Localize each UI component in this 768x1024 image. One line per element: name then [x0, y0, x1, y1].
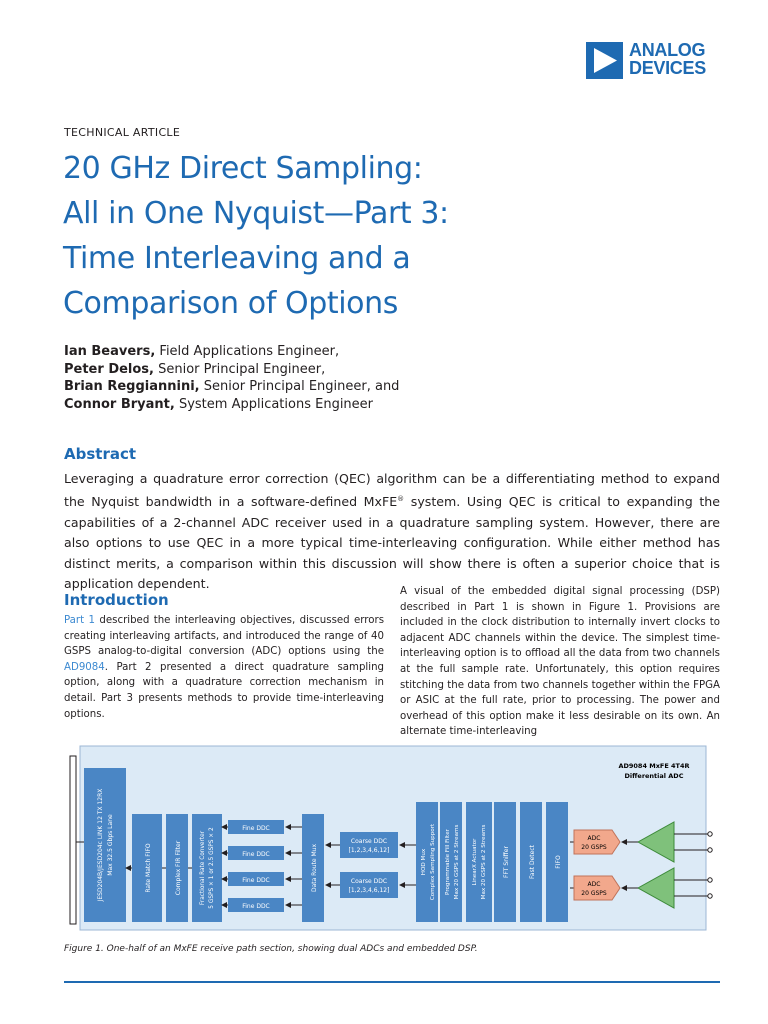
abstract-text-part: system. Using QEC is critical to expanding the capabilities of a 2-channel ADC receiver used in a quadrature sampling system. However, there are also options to use QEC in a more typical time-interleaving configuration. While either method has distinct merits, a comparison within this discussion will show there is often a superior choice that is application dependent.: [64, 494, 720, 592]
ad9084-link[interactable]: AD9084: [64, 661, 105, 673]
abstract-text-part: Leveraging a quadrature error correction (QEC) algorithm can be a differentiating method to expand the Nyquist bandwidth in a software-defined MxFE: [64, 471, 720, 510]
fine-ddc-label: Fine DDC: [242, 903, 270, 910]
jesd-block: [84, 768, 126, 922]
rate-match-label: Rate Match FIFO: [145, 843, 152, 893]
abstract-heading: Abstract: [64, 445, 137, 463]
author-item: [64, 378, 399, 396]
logo-line-2: DEVICES: [629, 58, 706, 78]
title-line: Time Interleaving and a: [63, 241, 411, 276]
author-list: [64, 343, 399, 413]
intro-left-column: [64, 613, 384, 722]
fft-sniffer-label: FFT Sniffer: [503, 846, 510, 878]
coarse-ddc-decimation: [1,2,3,4,6,12]: [348, 887, 390, 894]
author-name: Brian Reggiannini,: [64, 379, 200, 394]
coarse-ddc-decimation: [1,2,3,4,6,12]: [348, 847, 390, 854]
jesd-sublabel: Max 32.5 Gbps Lane: [107, 814, 114, 876]
fifo-label: FIFO: [555, 855, 562, 869]
frc-block: [192, 814, 222, 922]
jesd-label: JESD204B/JESD204c LINK 12 TX 12RX: [97, 788, 104, 902]
linearx-block: [466, 802, 492, 922]
title-line: All in One Nyquist—Part 3:: [63, 196, 449, 231]
author-role: Senior Principal Engineer, and: [199, 379, 400, 394]
logo-line-1: ANALOG: [629, 40, 706, 60]
coarse-ddc-label: Coarse DDC: [350, 838, 388, 845]
part1-link[interactable]: Part 1: [64, 615, 96, 626]
author-name: Peter Delos,: [64, 361, 154, 377]
abstract-text: [64, 469, 720, 595]
author-item: [64, 396, 399, 414]
intro-text: . Part 2 presented a direct quadrature sampling option, along with a quadrature correction mechanism in detail. Part 3 presents methods to provide time-interleaving options.: [64, 661, 384, 720]
author-name: Ian Beavers,: [64, 344, 156, 359]
author-name: Connor Bryant,: [64, 396, 175, 412]
input-pins: [708, 832, 712, 898]
intro-right-column: A visual of the embedded digital signal processing (DSP) described in Part 1 is shown in Figure 1. Provisions are included in the clock distribution to internally invert clocks to adjacent ADC channels within the device. The simplest time-interleaving option is to offload all the data from two channels at the full sample rate. Unfortunately, this option requires stitching the data from two channels together within the FPGA or ASIC at the full rate, prior to processing. The power and overhead of this option make it less desirable on its own. An alternate time-interleaving: [400, 586, 720, 738]
introduction-heading: Introduction: [64, 591, 169, 609]
analog-devices-logo: [586, 42, 720, 82]
author-role: System Applications Engineer: [174, 396, 374, 412]
logo-wordmark: [629, 41, 706, 77]
linearx-label: LinearX Actuator: [472, 838, 478, 886]
coarse-ddc-block: [340, 872, 398, 898]
adc-rate: 20 GSPS: [581, 844, 607, 851]
device-label: AD9084 MxFE 4T4R: [618, 762, 690, 770]
title-line: Comparison of Options: [63, 286, 398, 321]
left-bus-bar: [70, 756, 76, 924]
registered-mark: ®: [397, 495, 405, 504]
adc-label: ADC: [587, 835, 601, 842]
iqo-mux-label: HOD Mux: [421, 848, 427, 876]
article-title: [63, 146, 683, 326]
title-line: 20 GHz Direct Sampling:: [63, 151, 423, 186]
author-item: [64, 343, 399, 361]
iqo-mux-sublabel: Complex Sampling Support: [430, 823, 436, 901]
fast-detect-label: Fast Detect: [529, 845, 536, 879]
footer-rule: [64, 981, 720, 983]
frc-sublabel: 5 GSPS × 1 or 2.5 GSPS × 2: [209, 827, 215, 909]
adc-rate: 20 GSPS: [581, 890, 607, 897]
fine-ddc-label: Fine DDC: [242, 825, 270, 832]
data-route-mux-label: Data Route Mux: [311, 843, 318, 893]
linearx-sublabel: Max 20 GSPS at 2 Streams: [481, 824, 487, 900]
adc-label: ADC: [587, 881, 601, 888]
author-role: Field Applications Engineer,: [155, 344, 340, 359]
block-diagram-svg: [64, 742, 720, 934]
author-role: Senior Principal Engineer,: [153, 361, 326, 377]
frc-label: Fractional Rate Converter: [200, 830, 206, 906]
article-type-label: TECHNICAL ARTICLE: [64, 126, 181, 139]
coarse-ddc-block: [340, 832, 398, 858]
programmable-filter-label: Programmable Fill Filter: [445, 829, 451, 895]
coarse-ddc-label: Coarse DDC: [350, 878, 388, 885]
author-item: [64, 361, 399, 379]
fine-ddc-label: Fine DDC: [242, 877, 270, 884]
logo-triangle-icon: [586, 42, 623, 79]
complex-fir-label: Complex FIR Filter: [175, 840, 182, 896]
device-sublabel: Differential ADC: [624, 772, 684, 780]
figure-1-block-diagram: [64, 742, 720, 934]
intro-text: described the interleaving objectives, discussed errors creating interleaving artifacts, and introduced the range of 40 GSPS analog-to-digital conversion (ADC) options using the: [64, 615, 384, 658]
fine-ddc-label: Fine DDC: [242, 851, 270, 858]
programmable-filter-sublabel: Max 20 GSPS at 2 Streams: [454, 824, 460, 900]
figure-caption: Figure 1. One-half of an MxFE receive path section, showing dual ADCs and embedded DSP.: [64, 944, 478, 954]
